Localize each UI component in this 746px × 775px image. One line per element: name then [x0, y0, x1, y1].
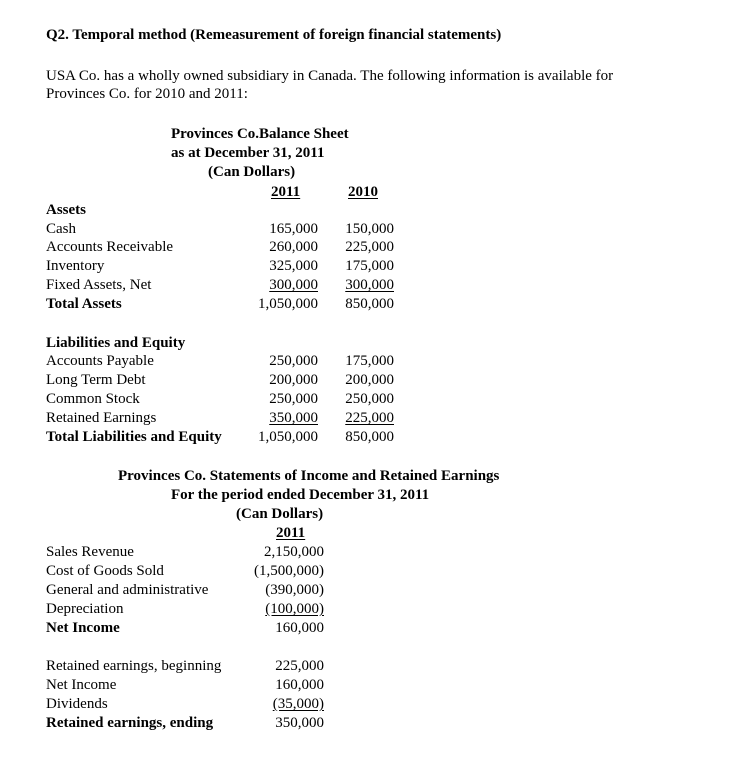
liability-label: Long Term Debt — [46, 372, 146, 388]
income-statement-subtitle: For the period ended December 31, 2011 — [171, 487, 430, 503]
liability-value-2011: 250,000 — [269, 391, 318, 407]
income-row-label: Cost of Goods Sold — [46, 563, 164, 579]
assets-heading: Assets — [46, 202, 86, 218]
liability-label: Accounts Payable — [46, 353, 154, 369]
income-row-label: Depreciation — [46, 601, 124, 617]
retained-earnings-row-label: Net Income — [46, 677, 117, 693]
liability-label: Retained Earnings — [46, 410, 157, 426]
liability-label: Common Stock — [46, 391, 140, 407]
asset-label: Accounts Receivable — [46, 239, 174, 255]
income-row-value: 2,150,000 — [264, 544, 324, 560]
asset-label: Cash — [46, 221, 76, 237]
retained-earnings-ending-value: 350,000 — [275, 715, 324, 731]
liability-value-2011-underlined: 350,000 — [269, 410, 318, 426]
column-header-2010: 2010 — [348, 184, 378, 200]
column-header-2011: 2011 — [271, 184, 301, 200]
asset-value-2011 — [230, 276, 318, 295]
retained-earnings-row-value: 160,000 — [275, 677, 324, 693]
liabilities-heading: Liabilities and Equity — [46, 335, 186, 351]
liability-value-2010: 200,000 — [345, 372, 394, 388]
income-column-header-2011: 2011 — [276, 525, 306, 541]
asset-value-2011: 165,000 — [269, 221, 318, 237]
balance-sheet-title: Provinces Co.Balance Sheet — [171, 126, 349, 142]
total-liabilities-equity-label: Total Liabilities and Equity — [46, 429, 222, 445]
asset-value-2010: 150,000 — [345, 221, 394, 237]
total-assets-2011: 1,050,000 — [258, 296, 318, 312]
liability-value-2010 — [320, 409, 394, 428]
asset-value-2011: 325,000 — [269, 258, 318, 274]
net-income-value: 160,000 — [275, 620, 324, 636]
asset-value-2011-underlined: 300,000 — [269, 277, 318, 293]
liability-value-2010-underlined: 225,000 — [345, 410, 394, 426]
retained-earnings-row-value-underlined: (35,000) — [272, 696, 324, 712]
retained-earnings-row-label: Dividends — [46, 696, 108, 712]
asset-value-2010: 175,000 — [345, 258, 394, 274]
liability-value-2011 — [230, 409, 318, 428]
intro-text-line-2: Provinces Co. for 2010 and 2011: — [46, 86, 248, 102]
income-row-value: (390,000) — [265, 582, 324, 598]
liability-value-2010: 250,000 — [345, 391, 394, 407]
asset-label: Fixed Assets, Net — [46, 277, 152, 293]
retained-earnings-row-label: Retained earnings, beginning — [46, 658, 222, 674]
income-row-label: Sales Revenue — [46, 544, 134, 560]
total-liabilities-equity-2011: 1,050,000 — [258, 429, 318, 445]
balance-sheet-subtitle: as at December 31, 2011 — [171, 145, 325, 161]
net-income-label: Net Income — [46, 620, 120, 636]
question-title: Q2. Temporal method (Remeasurement of foreign financial statements) — [46, 27, 502, 43]
income-row-value — [230, 600, 324, 619]
total-assets-label: Total Assets — [46, 296, 122, 312]
total-liabilities-equity-2010: 850,000 — [345, 429, 394, 445]
income-row-value: (1,500,000) — [254, 563, 324, 579]
balance-sheet-currency: (Can Dollars) — [208, 164, 296, 180]
liability-value-2011: 250,000 — [269, 353, 318, 369]
retained-earnings-ending-label: Retained earnings, ending — [46, 715, 214, 731]
asset-value-2010-underlined: 300,000 — [345, 277, 394, 293]
asset-value-2010 — [320, 276, 394, 295]
intro-text-line-1: USA Co. has a wholly owned subsidiary in Canada. The following information is available for — [46, 68, 614, 84]
income-statement-currency: (Can Dollars) — [236, 506, 324, 522]
asset-label: Inventory — [46, 258, 105, 274]
retained-earnings-row-value: 225,000 — [275, 658, 324, 674]
liability-value-2010: 175,000 — [345, 353, 394, 369]
retained-earnings-row-value — [240, 695, 324, 714]
total-assets-2010: 850,000 — [345, 296, 394, 312]
liability-value-2011: 200,000 — [269, 372, 318, 388]
asset-value-2011: 260,000 — [269, 239, 318, 255]
asset-value-2010: 225,000 — [345, 239, 394, 255]
income-row-label: General and administrative — [46, 582, 209, 598]
income-row-value-underlined: (100,000) — [265, 601, 324, 617]
income-statement-title: Provinces Co. Statements of Income and Retained Earnings — [118, 468, 500, 484]
